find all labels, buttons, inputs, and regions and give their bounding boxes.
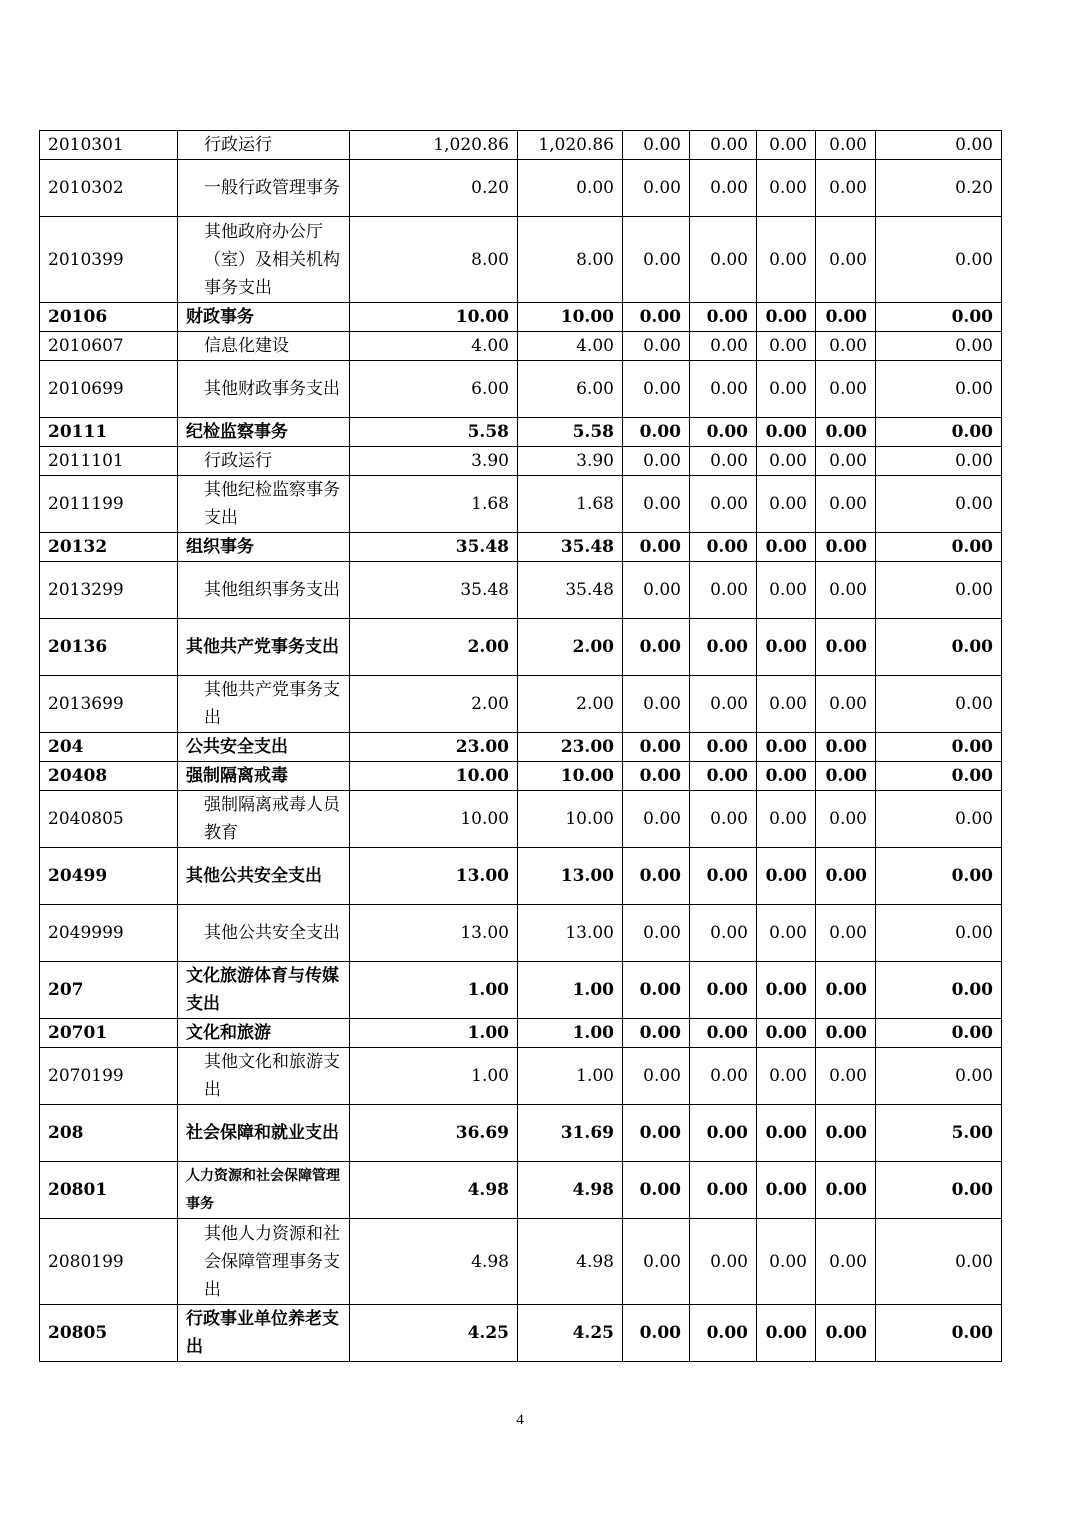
table-row	[40, 303, 1002, 332]
cell-value: 0.00	[623, 332, 690, 361]
cell-value: 0.00	[757, 332, 816, 361]
cell-value: 1.00	[518, 1048, 623, 1105]
cell-value: 0.00	[690, 1162, 757, 1219]
cell-value: 0.00	[816, 131, 876, 160]
cell-value: 8.00	[518, 217, 623, 303]
cell-value: 0.00	[816, 160, 876, 217]
cell-value: 0.00	[757, 1305, 816, 1362]
table-row	[40, 1219, 1002, 1305]
cell-name: 其他财政事务支出	[178, 361, 350, 418]
cell-value: 4.98	[518, 1219, 623, 1305]
cell-value: 0.00	[757, 762, 816, 791]
table-row	[40, 962, 1002, 1019]
table-row	[40, 533, 1002, 562]
cell-value: 0.00	[690, 418, 757, 447]
cell-code: 204	[40, 733, 178, 762]
table-body	[40, 131, 1002, 1362]
cell-name: 纪检监察事务	[178, 418, 350, 447]
cell-value: 0.20	[350, 160, 518, 217]
cell-value: 6.00	[518, 361, 623, 418]
cell-code: 20111	[40, 418, 178, 447]
cell-value: 0.00	[623, 131, 690, 160]
cell-value: 0.00	[876, 332, 1002, 361]
table-row	[40, 332, 1002, 361]
cell-value: 0.00	[690, 1219, 757, 1305]
cell-value: 0.00	[757, 1048, 816, 1105]
table-row	[40, 733, 1002, 762]
cell-name: 强制隔离戒毒人员教育	[178, 791, 350, 848]
cell-value: 0.00	[757, 1019, 816, 1048]
cell-value: 0.00	[876, 131, 1002, 160]
cell-value: 0.00	[816, 1105, 876, 1162]
cell-code: 2013699	[40, 676, 178, 733]
cell-value: 23.00	[518, 733, 623, 762]
table-row	[40, 361, 1002, 418]
cell-code: 2011199	[40, 476, 178, 533]
cell-name: 信息化建设	[178, 332, 350, 361]
cell-value: 0.00	[757, 476, 816, 533]
cell-value: 13.00	[350, 848, 518, 905]
cell-value: 0.00	[876, 619, 1002, 676]
cell-value: 0.00	[816, 1305, 876, 1362]
cell-value: 0.00	[690, 361, 757, 418]
table-row	[40, 217, 1002, 303]
cell-code: 208	[40, 1105, 178, 1162]
cell-name: 人力资源和社会保障管理事务	[178, 1162, 350, 1219]
cell-code: 20801	[40, 1162, 178, 1219]
table-row	[40, 562, 1002, 619]
cell-value: 0.00	[757, 160, 816, 217]
page-number: 4	[516, 1412, 524, 1428]
cell-value: 4.98	[350, 1219, 518, 1305]
cell-value: 0.00	[690, 332, 757, 361]
cell-value: 0.00	[757, 848, 816, 905]
cell-code: 2040805	[40, 791, 178, 848]
cell-value: 35.48	[350, 562, 518, 619]
cell-value: 0.00	[816, 361, 876, 418]
cell-value: 0.00	[757, 418, 816, 447]
cell-name: 社会保障和就业支出	[178, 1105, 350, 1162]
cell-value: 0.00	[757, 131, 816, 160]
cell-value: 0.00	[876, 733, 1002, 762]
cell-value: 0.00	[876, 1019, 1002, 1048]
table-row	[40, 1019, 1002, 1048]
cell-value: 36.69	[350, 1105, 518, 1162]
budget-table	[39, 130, 1002, 1362]
cell-name: 文化和旅游	[178, 1019, 350, 1048]
cell-value: 0.00	[757, 1105, 816, 1162]
cell-value: 0.20	[876, 160, 1002, 217]
cell-value: 0.00	[876, 418, 1002, 447]
cell-value: 0.00	[816, 217, 876, 303]
cell-name: 行政运行	[178, 131, 350, 160]
cell-code: 2070199	[40, 1048, 178, 1105]
cell-value: 4.25	[350, 1305, 518, 1362]
cell-value: 35.48	[518, 562, 623, 619]
cell-value: 0.00	[757, 619, 816, 676]
cell-value: 0.00	[757, 303, 816, 332]
cell-value: 0.00	[757, 1219, 816, 1305]
cell-value: 0.00	[876, 1305, 1002, 1362]
cell-value: 0.00	[876, 791, 1002, 848]
cell-value: 0.00	[690, 447, 757, 476]
cell-code: 20408	[40, 762, 178, 791]
cell-value: 0.00	[816, 562, 876, 619]
cell-value: 0.00	[757, 447, 816, 476]
cell-value: 13.00	[350, 905, 518, 962]
table-row	[40, 418, 1002, 447]
cell-value: 0.00	[623, 1162, 690, 1219]
cell-value: 0.00	[876, 533, 1002, 562]
cell-value: 8.00	[350, 217, 518, 303]
cell-value: 0.00	[876, 1048, 1002, 1105]
cell-code: 2080199	[40, 1219, 178, 1305]
cell-value: 0.00	[623, 619, 690, 676]
cell-value: 0.00	[816, 1162, 876, 1219]
cell-value: 0.00	[690, 962, 757, 1019]
cell-name: 其他政府办公厅（室）及相关机构事务支出	[178, 217, 350, 303]
cell-code: 20701	[40, 1019, 178, 1048]
cell-value: 0.00	[757, 733, 816, 762]
cell-name: 其他文化和旅游支出	[178, 1048, 350, 1105]
cell-code: 20499	[40, 848, 178, 905]
cell-value: 0.00	[816, 533, 876, 562]
cell-value: 0.00	[816, 619, 876, 676]
cell-value: 0.00	[876, 762, 1002, 791]
cell-code: 2010699	[40, 361, 178, 418]
cell-value: 0.00	[816, 332, 876, 361]
table-row	[40, 160, 1002, 217]
cell-value: 0.00	[876, 476, 1002, 533]
cell-name: 其他纪检监察事务支出	[178, 476, 350, 533]
cell-value: 0.00	[623, 533, 690, 562]
cell-value: 10.00	[518, 762, 623, 791]
cell-value: 0.00	[876, 217, 1002, 303]
cell-value: 5.00	[876, 1105, 1002, 1162]
cell-value: 0.00	[876, 562, 1002, 619]
cell-value: 0.00	[816, 905, 876, 962]
table-row	[40, 762, 1002, 791]
cell-code: 207	[40, 962, 178, 1019]
cell-code: 20132	[40, 533, 178, 562]
cell-value: 10.00	[350, 762, 518, 791]
cell-value: 0.00	[623, 1048, 690, 1105]
cell-value: 1,020.86	[518, 131, 623, 160]
cell-value: 0.00	[690, 1019, 757, 1048]
cell-value: 2.00	[518, 676, 623, 733]
cell-value: 0.00	[623, 848, 690, 905]
cell-value: 0.00	[757, 791, 816, 848]
cell-value: 0.00	[690, 791, 757, 848]
table-row	[40, 619, 1002, 676]
cell-value: 0.00	[816, 733, 876, 762]
cell-value: 0.00	[757, 1162, 816, 1219]
cell-value: 0.00	[816, 676, 876, 733]
cell-value: 0.00	[690, 1048, 757, 1105]
cell-value: 0.00	[816, 791, 876, 848]
cell-value: 0.00	[876, 676, 1002, 733]
cell-value: 5.58	[350, 418, 518, 447]
cell-value: 0.00	[690, 303, 757, 332]
cell-value: 0.00	[690, 1305, 757, 1362]
cell-value: 0.00	[816, 1048, 876, 1105]
cell-value: 0.00	[757, 905, 816, 962]
cell-value: 5.58	[518, 418, 623, 447]
cell-code: 2013299	[40, 562, 178, 619]
cell-value: 3.90	[518, 447, 623, 476]
cell-name: 其他共产党事务支出	[178, 676, 350, 733]
cell-value: 1.68	[518, 476, 623, 533]
cell-value: 0.00	[690, 733, 757, 762]
cell-value: 13.00	[518, 905, 623, 962]
cell-value: 0.00	[816, 1019, 876, 1048]
cell-value: 0.00	[690, 1105, 757, 1162]
table-row	[40, 676, 1002, 733]
cell-value: 0.00	[623, 418, 690, 447]
cell-name: 强制隔离戒毒	[178, 762, 350, 791]
cell-value: 0.00	[623, 160, 690, 217]
cell-name: 行政运行	[178, 447, 350, 476]
cell-value: 0.00	[816, 447, 876, 476]
cell-value: 0.00	[876, 905, 1002, 962]
cell-value: 0.00	[816, 303, 876, 332]
cell-value: 0.00	[757, 361, 816, 418]
cell-value: 0.00	[690, 131, 757, 160]
cell-value: 0.00	[816, 1219, 876, 1305]
cell-value: 4.00	[350, 332, 518, 361]
cell-value: 0.00	[623, 361, 690, 418]
cell-value: 23.00	[350, 733, 518, 762]
cell-value: 0.00	[876, 962, 1002, 1019]
cell-code: 20106	[40, 303, 178, 332]
cell-name: 其他组织事务支出	[178, 562, 350, 619]
cell-value: 0.00	[816, 418, 876, 447]
cell-value: 0.00	[623, 762, 690, 791]
cell-name: 其他公共安全支出	[178, 848, 350, 905]
cell-value: 0.00	[623, 1305, 690, 1362]
cell-value: 0.00	[816, 762, 876, 791]
table-row	[40, 1105, 1002, 1162]
table-row	[40, 791, 1002, 848]
table-row	[40, 1048, 1002, 1105]
cell-value: 0.00	[623, 676, 690, 733]
cell-value: 0.00	[757, 533, 816, 562]
cell-value: 1.68	[350, 476, 518, 533]
cell-value: 10.00	[518, 791, 623, 848]
cell-name: 财政事务	[178, 303, 350, 332]
cell-value: 0.00	[623, 562, 690, 619]
cell-value: 4.25	[518, 1305, 623, 1362]
cell-value: 10.00	[350, 303, 518, 332]
cell-value: 4.98	[350, 1162, 518, 1219]
cell-code: 2010301	[40, 131, 178, 160]
cell-value: 0.00	[690, 160, 757, 217]
cell-value: 0.00	[623, 1219, 690, 1305]
cell-value: 0.00	[757, 962, 816, 1019]
cell-value: 0.00	[757, 562, 816, 619]
cell-value: 0.00	[816, 962, 876, 1019]
cell-value: 0.00	[623, 1105, 690, 1162]
cell-name: 一般行政管理事务	[178, 160, 350, 217]
cell-value: 4.98	[518, 1162, 623, 1219]
table-row	[40, 905, 1002, 962]
cell-code: 2010302	[40, 160, 178, 217]
cell-code: 2049999	[40, 905, 178, 962]
cell-name: 其他公共安全支出	[178, 905, 350, 962]
cell-value: 0.00	[690, 562, 757, 619]
cell-value: 0.00	[623, 447, 690, 476]
cell-name: 行政事业单位养老支出	[178, 1305, 350, 1362]
table-row	[40, 131, 1002, 160]
cell-value: 0.00	[876, 447, 1002, 476]
cell-value: 35.48	[518, 533, 623, 562]
cell-value: 2.00	[518, 619, 623, 676]
cell-value: 2.00	[350, 676, 518, 733]
cell-value: 0.00	[816, 848, 876, 905]
cell-value: 35.48	[350, 533, 518, 562]
cell-code: 20805	[40, 1305, 178, 1362]
cell-code: 20136	[40, 619, 178, 676]
cell-name: 文化旅游体育与传媒支出	[178, 962, 350, 1019]
cell-value: 0.00	[876, 848, 1002, 905]
cell-value: 3.90	[350, 447, 518, 476]
cell-value: 1.00	[518, 1019, 623, 1048]
cell-value: 1.00	[350, 1048, 518, 1105]
cell-value: 1.00	[350, 962, 518, 1019]
cell-value: 10.00	[350, 791, 518, 848]
table-row	[40, 1162, 1002, 1219]
cell-value: 4.00	[518, 332, 623, 361]
cell-name: 其他共产党事务支出	[178, 619, 350, 676]
cell-value: 0.00	[757, 217, 816, 303]
cell-value: 0.00	[690, 476, 757, 533]
cell-name: 其他人力资源和社会保障管理事务支出	[178, 1219, 350, 1305]
cell-value: 0.00	[690, 905, 757, 962]
cell-value: 1.00	[518, 962, 623, 1019]
cell-code: 2010607	[40, 332, 178, 361]
cell-value: 0.00	[623, 303, 690, 332]
cell-value: 0.00	[876, 1219, 1002, 1305]
cell-value: 0.00	[623, 1019, 690, 1048]
cell-value: 1,020.86	[350, 131, 518, 160]
cell-value: 31.69	[518, 1105, 623, 1162]
cell-value: 0.00	[623, 733, 690, 762]
cell-value: 0.00	[518, 160, 623, 217]
cell-value: 0.00	[876, 361, 1002, 418]
cell-code: 2011101	[40, 447, 178, 476]
table-row	[40, 447, 1002, 476]
cell-value: 0.00	[623, 962, 690, 1019]
cell-code: 2010399	[40, 217, 178, 303]
cell-name: 公共安全支出	[178, 733, 350, 762]
cell-value: 1.00	[350, 1019, 518, 1048]
cell-name: 组织事务	[178, 533, 350, 562]
cell-value: 0.00	[816, 476, 876, 533]
cell-value: 0.00	[690, 619, 757, 676]
cell-value: 0.00	[757, 676, 816, 733]
cell-value: 0.00	[690, 217, 757, 303]
cell-value: 0.00	[623, 217, 690, 303]
cell-value: 0.00	[876, 1162, 1002, 1219]
cell-value: 13.00	[518, 848, 623, 905]
cell-value: 0.00	[623, 905, 690, 962]
table-row	[40, 848, 1002, 905]
cell-value: 10.00	[518, 303, 623, 332]
cell-value: 0.00	[690, 676, 757, 733]
cell-value: 0.00	[876, 303, 1002, 332]
cell-value: 2.00	[350, 619, 518, 676]
cell-value: 0.00	[623, 476, 690, 533]
cell-value: 0.00	[623, 791, 690, 848]
table-row	[40, 1305, 1002, 1362]
table-row	[40, 476, 1002, 533]
cell-value: 0.00	[690, 533, 757, 562]
cell-value: 0.00	[690, 848, 757, 905]
cell-value: 6.00	[350, 361, 518, 418]
cell-value: 0.00	[690, 762, 757, 791]
